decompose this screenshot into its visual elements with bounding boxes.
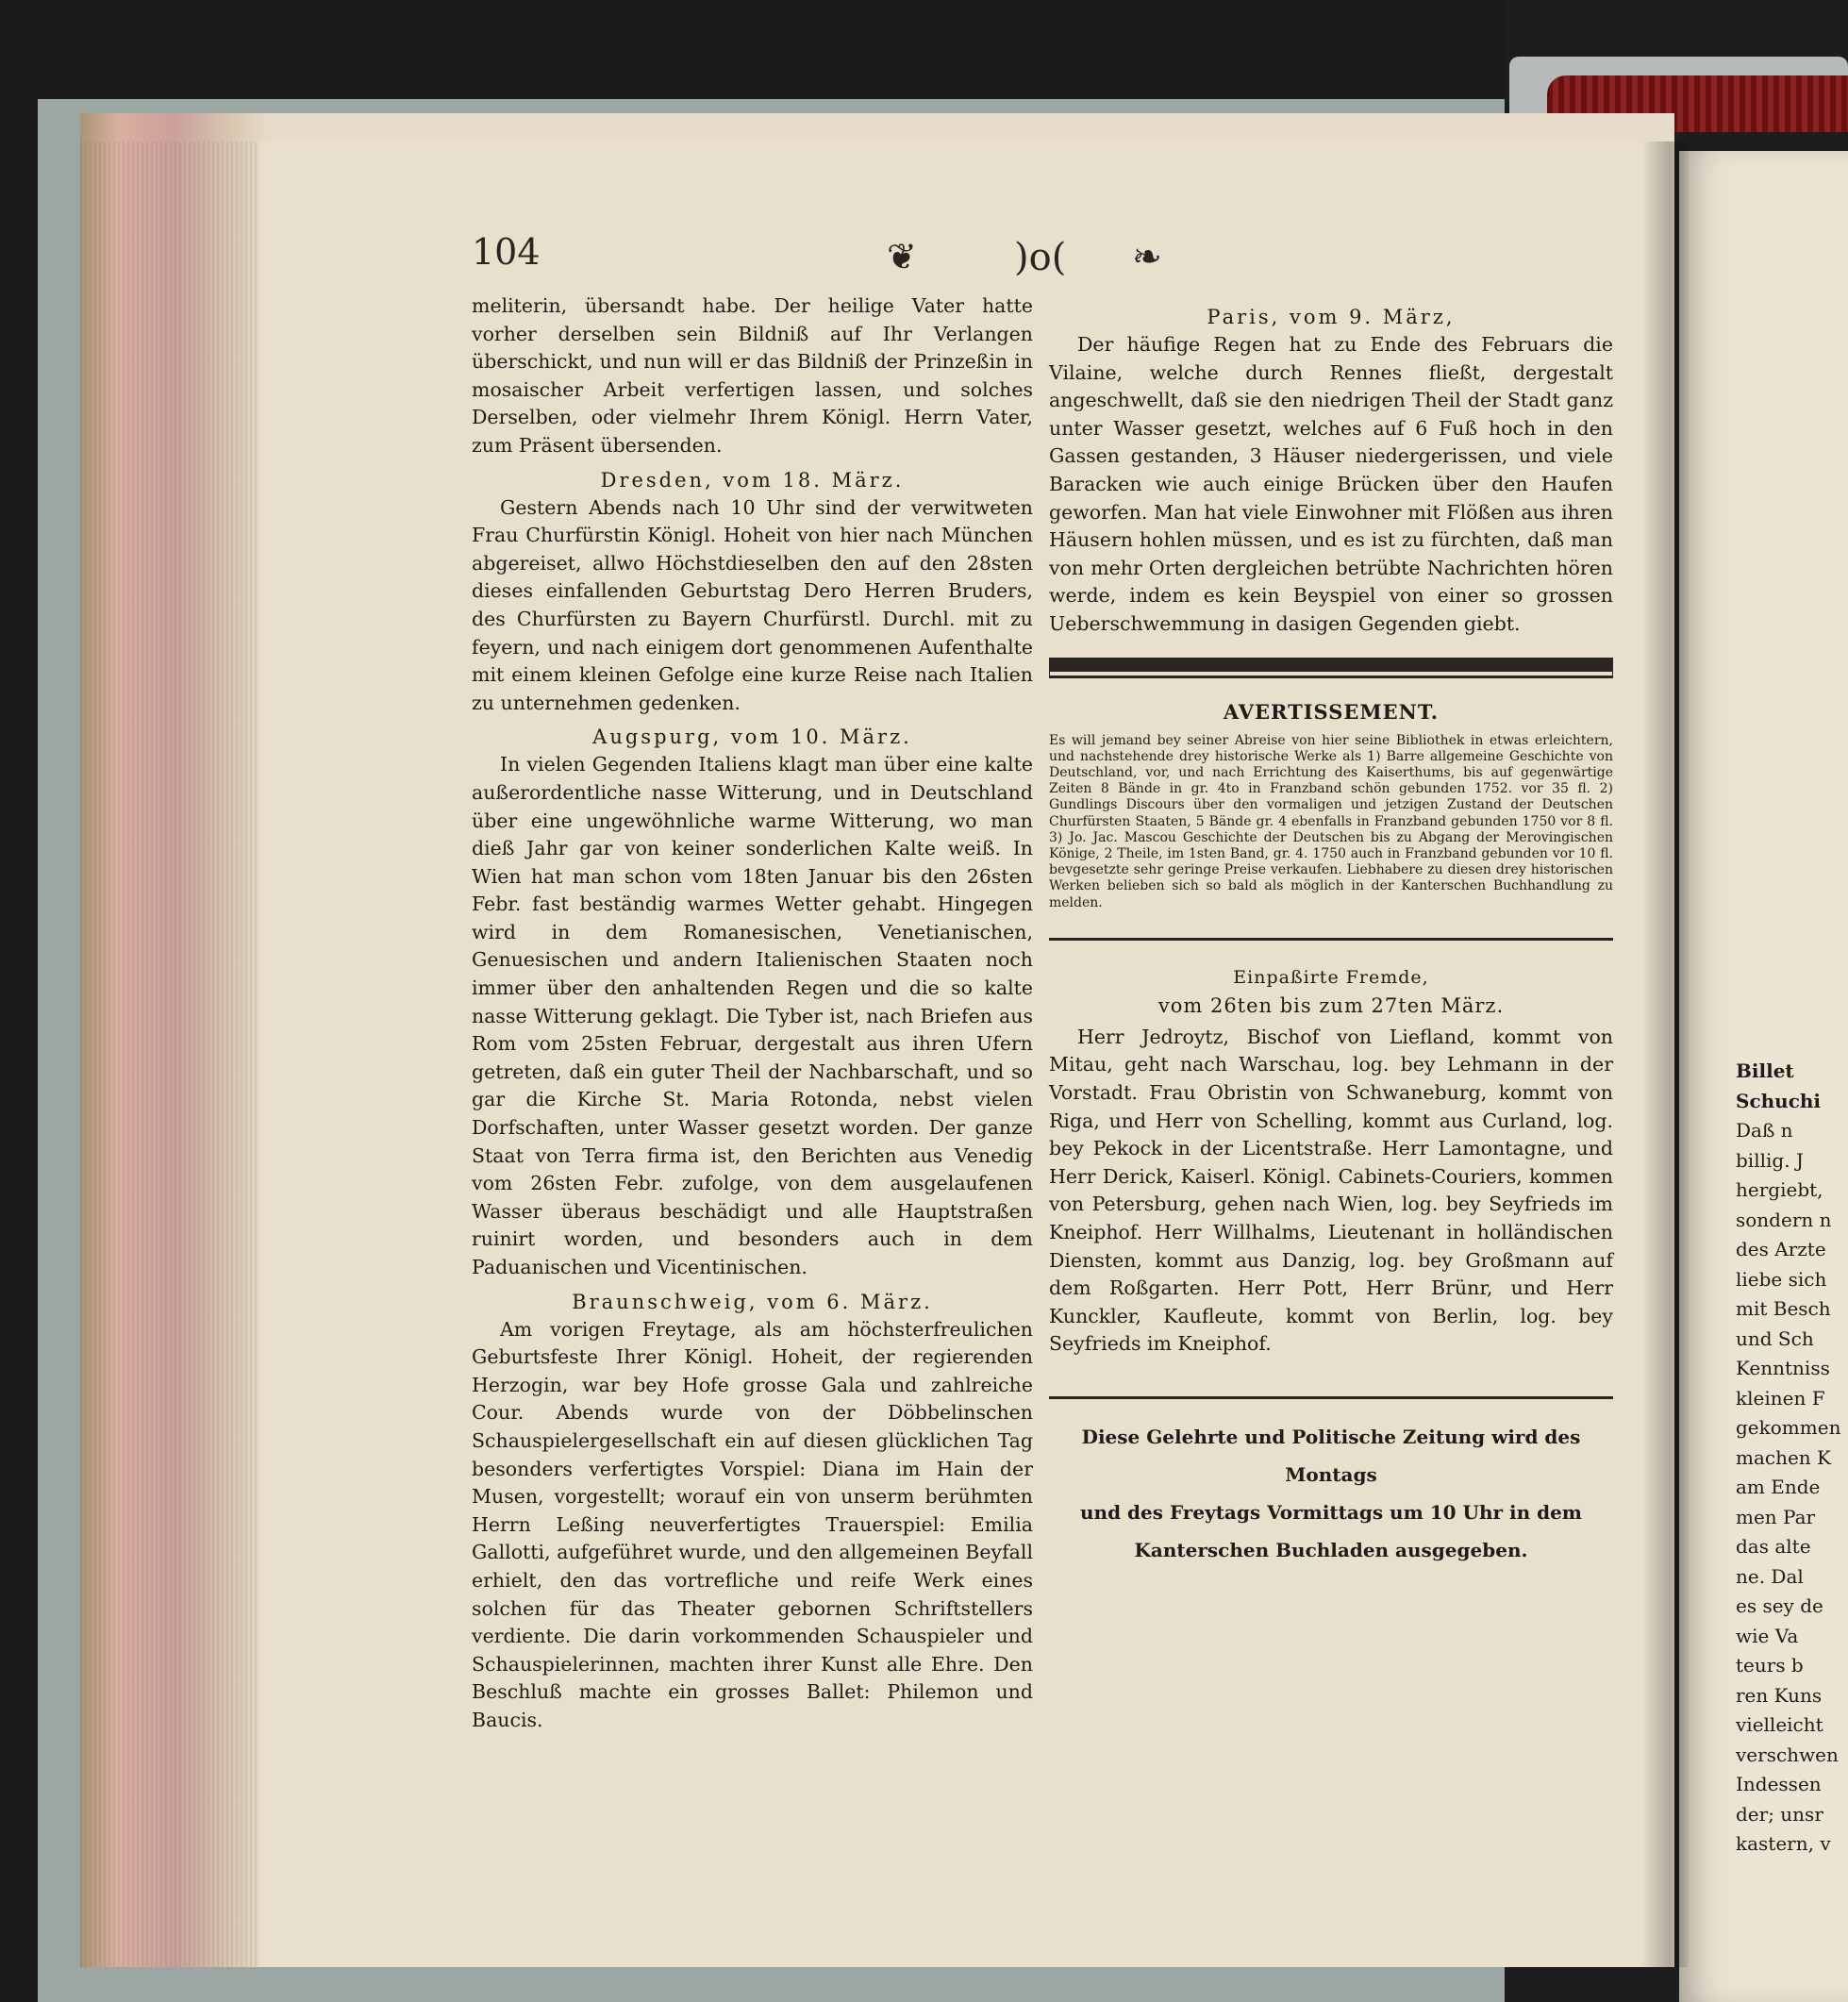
right-page-text-fragment: ne. Dal [1736, 1564, 1804, 1588]
right-page-text-fragment: mit Besch [1736, 1297, 1831, 1320]
article-heading: Augspurg, vom 10. März. [592, 726, 912, 749]
article-paragraph: Am vorigen Freytage, als am höchsterfreulichen Geburtsfeste Ihrer Königl. Hoheit, der regierenden Herzogin, war bey Hofe grosse Gala und zahlreiche Cour. Abends wurde von der Döbbelinschen Schauspielergesellschaft ein auf diesen glücklichen Tag besonders verfertigtes Vorspiel: Diana im Hain der Musen, vorgestellt; worauf ein von unserm berühmten Herrn Leßing neuverfertigtes Trauerspiel: Emilia Gallotti, aufgeführet wurde, und den allgemeinen Beyfall erhielt, den das vortrefliche und reife Werk eines solchen für das Theater gebornen Schriftstellers verdiente. Die darin vorkommenden Schauspieler und Schauspielerinnen, machten ihrer Kunst alle Ehre. Den Beschluß machte ein grosses Ballet: Philemon und Baucis. [472, 1317, 1033, 1731]
right-column [1049, 297, 1613, 1569]
right-page-text-fragment: Daß n [1736, 1119, 1793, 1142]
right-page-text-fragment: das alte [1736, 1535, 1811, 1558]
advert-text: Es will jemand bey seiner Abreise von hier seine Bibliothek in etwas erleichtern, und nachstehende drey historische Werke als 1) Barre allgemeine Geschichte von Deutschland, vor, und nach Errichtung des Kaiserthums, bis auf gegenwärtige Zeiten 8 Bände in gr. 4to in Franzband schön gebunden 1752. vor 35 fl. 2) Gundlings Discours über den vormaligen und jetzigen Zustand der Deutschen Churfürsten Staaten, 5 Bände gr. 4 ebenfalls in Franzband gebunden 1750 vor 8 fl. 3) Jo. Jac. Mascou Geschichte der Deutschen bis zu Abgang der Merovingischen Könige, 2 Theile, im 1sten Band, gr. 4. 1750 auch in Franzband gebunden vor 10 fl. bevgesetzte sehr geringe Preise verkaufen. Liebhabere zu diesen drey historischen Werken belieben sich so bald als möglich in der Kanterschen Buchhandlung zu melden. [1049, 732, 1613, 910]
right-page-text-fragment: Indessen [1736, 1773, 1822, 1795]
article-heading: Dresden, vom 18. März. [600, 468, 905, 492]
arrivals-subheading: vom 26ten bis zum 27ten März. [1157, 993, 1505, 1017]
colophon-line: Diese Gelehrte und Politische Zeitung wird des Montags [1081, 1425, 1581, 1486]
arrivals-list: Herr Jedroytz, Bischof von Liefland, kommt von Mitau, geht nach Warschau, log. bey Lehmann in der Vorstadt. Frau Obristin von Schwaneburg, kommt von Riga, und Herr von Schelling, kommt aus Curland, log. bey Pekock in der Licentstraße. Herr Lamontagne, und Herr Derick, Kaiserl. Königl. Cabinets-Couriers, kommen von Petersburg, gehen nach Wien, log. bey Seyfrieds im Kneiphof. Herr Willhalms, Lieutenant in holländischen Diensten, kommt aus Danzig, log. bey Großmann auf dem Roßgarten. Herr Pott, Herr Brünr, und Herr Kunckler, Kaufleute, kommt von Berlin, log. bey Seyfrieds im Kneiphof. [1049, 1025, 1613, 1356]
colophon-line: und des Freytags Vormittags um 10 Uhr in dem [1080, 1500, 1582, 1524]
right-page-text-fragment: Schuchi [1736, 1089, 1822, 1112]
right-page [1679, 151, 1848, 2002]
article-heading: Braunschweig, vom 6. März. [572, 1290, 933, 1313]
right-page-text-fragment: kleinen F [1736, 1386, 1825, 1410]
right-page-text-fragment: vielleicht [1736, 1713, 1823, 1736]
ornament-center-icon: )o( [1014, 236, 1067, 279]
right-page-text-fragment: wie Va [1736, 1624, 1799, 1647]
right-page-text-fragment: kastern, v [1736, 1832, 1831, 1855]
article-paragraph: In vielen Gegenden Italiens klagt man über eine kalte außerordentliche nasse Witterung, und in Deutschland über eine ungewöhnliche warme Witterung, wo man dieß Jahr gar von keiner sonderlichen Kalte weiß. In Wien hat man schon vom 18ten Januar bis den 26sten Febr. fast beständig warmes Wetter gehabt. Hingegen wird in dem Romanesischen, Venetianischen, Genuesischen und andern Italienischen Staaten noch immer über den anhaltenden Regen und die so kalte nasse Witterung geklagt. Die Tyber ist, nach Briefen aus Rom vom 25sten Februar, dergestalt aus ihren Ufern getreten, daß ein guter Theil der Nachbarschaft, und so gar die Kirche St. Maria Rotonda, nebst vielen Dorfschaften, unter Wasser gesetzt worden. Der ganze Staat von Terra firma ist, den Berichten aus Venedig vom 26sten Febr. zufolge, von dem ausgelaufenen Wasser überaus beschädigt und alle Hauptstraßen ruinirt worden, und besonders auch in dem Paduanischen und Vicentinischen. [472, 753, 1033, 1278]
section-rule [1049, 1396, 1613, 1399]
section-rule [1049, 658, 1613, 672]
paris-article: Der häufige Regen hat zu Ende des Februars die Vilaine, welche durch Rennes fließt, dergestalt angeschwellt, daß sie den niedrigen Theil der Stadt ganz unter Wasser gesetzt, welches auf 6 Fuß hoch in den Gassen gestanden, 3 Häuser niedergerissen, und viele Baracken wie auch einige Brücken über den Haufen geworfen. Man hat viele Einwohner mit Flößen aus ihren Häusern hohlen müssen, und es ist zu fürchten, daß man von mehr Orten dergleichen betrübte Nachrichten hören werde, indem es kein Beyspiel von einer so grossen Ueberschwemmung in dasigen Gegenden giebt. [1049, 333, 1613, 635]
ornament-right-icon: ❧ [1132, 236, 1162, 277]
right-page-text-fragment: verschwen [1736, 1743, 1839, 1766]
arrivals-heading: Einpaßirte Fremde, [1233, 966, 1429, 988]
section-rule [1049, 938, 1613, 941]
right-page-text-fragment: ren Kuns [1736, 1683, 1823, 1707]
book-gutter [1641, 142, 1689, 1967]
page-edges [80, 142, 259, 1967]
article-paragraph: Gestern Abends nach 10 Uhr sind der verwitweten Frau Churfürstin Königl. Hoheit von hier nach München abgereiset, allwo Höchstdieselben den auf den 28sten dieses einfallenden Geburtstag Dero Herren Bruders, des Churfürsten zu Bayern Churfürstl. Durchl. mit zu feyern, und nach einigem dort genommenen Aufenthalte mit einem kleinen Gefolge eine kurze Reise nach Italien zu unternehmen gedenken. [472, 495, 1033, 714]
article-paragraph: meliterin, übersandt habe. Der heilige Vater hatte vorher derselben sein Bildniß auf Ihr Verlangen überschickt, und nun will er das Bildniß der Prinzeßin in mosaischer Arbeit verfertigen lassen, und solches Derselben, oder vielmehr Ihrem Königl. Herrn Vater, zum Präsent übersenden. [472, 294, 1033, 457]
right-page-text-fragment: liebe sich [1736, 1267, 1827, 1291]
right-page-text-fragment: Billet [1736, 1059, 1794, 1082]
right-page-text-fragment: und Sch [1736, 1326, 1814, 1350]
right-page-text-fragment: am Ende [1736, 1476, 1821, 1498]
right-page-text-fragment: sondern n [1736, 1208, 1832, 1231]
right-page-text-fragment: es sey de [1736, 1594, 1823, 1617]
right-page-text-fragment: men Par [1736, 1505, 1816, 1528]
ornament-left-icon: ❦ [887, 236, 917, 277]
right-page-text-fragment: gekommen [1736, 1416, 1841, 1439]
advert-title: AVERTISSEMENT. [1223, 699, 1440, 724]
right-page-text-fragment: der; unsr [1736, 1802, 1823, 1826]
page-number: 104 [472, 231, 541, 273]
paris-heading: Paris, vom 9. März, [1207, 306, 1456, 328]
right-page-text-fragment: machen K [1736, 1445, 1831, 1469]
colophon-line: Kanterschen Buchladen ausgegeben. [1134, 1538, 1528, 1561]
right-page-text-fragment: teurs b [1736, 1654, 1804, 1677]
left-column [472, 292, 1033, 1735]
right-page-text-fragment: billig. J [1736, 1148, 1804, 1172]
right-page-text-fragment: des Arzte [1736, 1238, 1826, 1260]
right-page-text-fragment: hergiebt, [1736, 1178, 1823, 1201]
right-page-text-fragment: Kenntniss [1736, 1357, 1830, 1379]
